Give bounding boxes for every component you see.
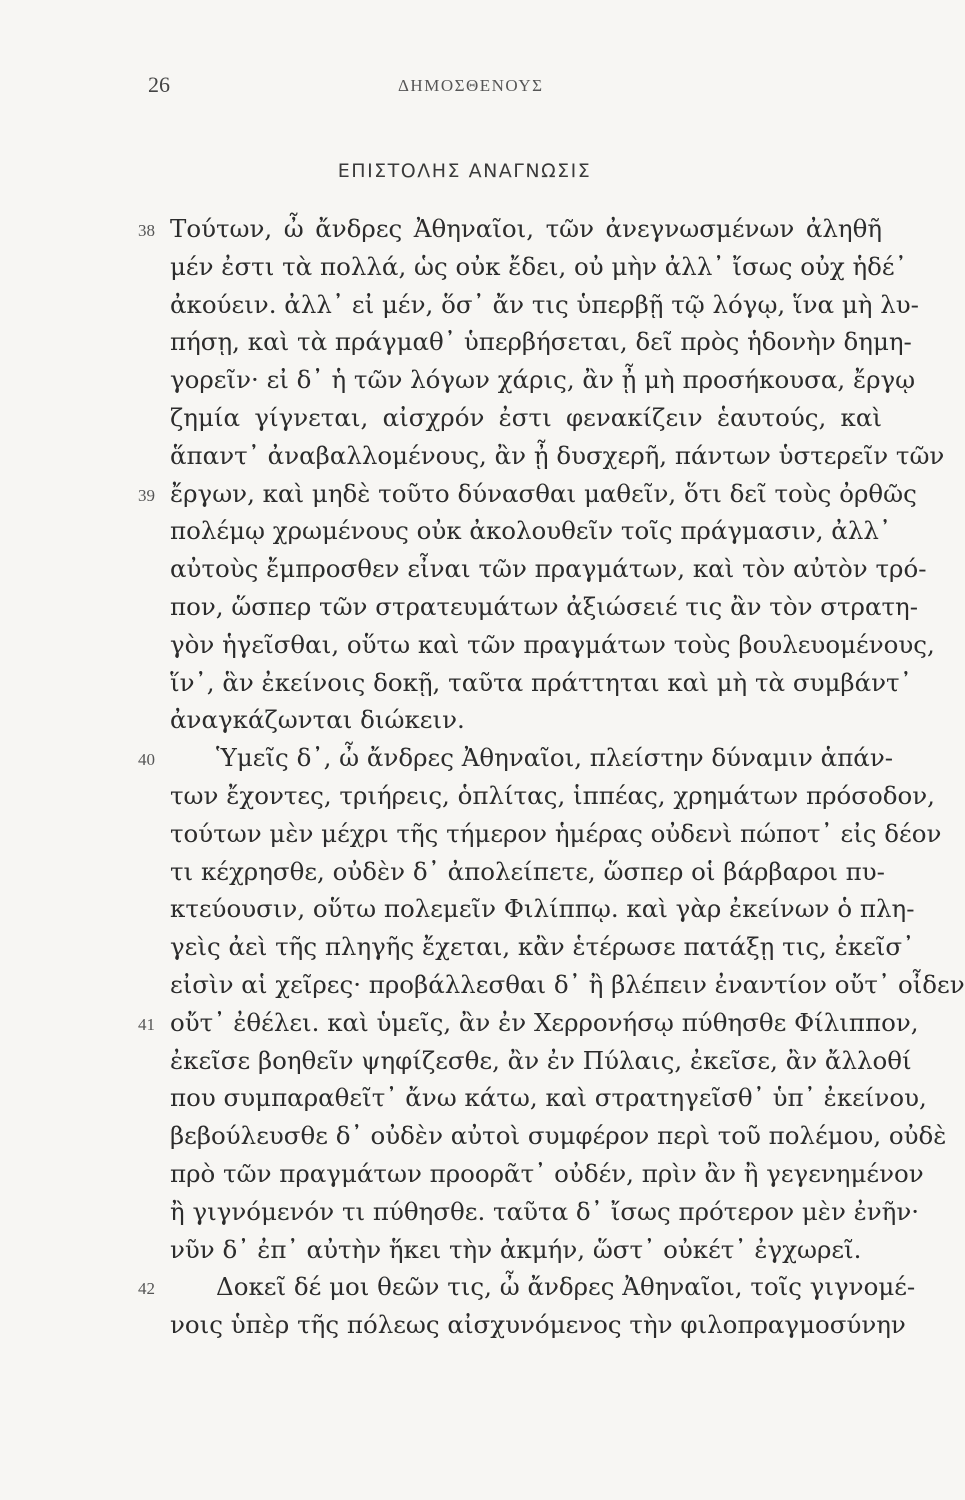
text-line (138, 210, 882, 248)
text-line (170, 437, 945, 475)
line-text: πρὸ τῶν πραγμάτων προορᾶτ᾽ οὐδέν, πρὶν ἂν ἢ γεγενημένον (170, 1158, 924, 1188)
line-text: ἔργων, καὶ μηδὲ τοῦτο δύνασθαι μαθεῖν, ὅτι δεῖ τοὺς ὀρθῶς (170, 478, 917, 508)
line-text: Τούτων, ὦ ἄνδρες Ἀθηναῖοι, τῶν ἀνεγνωσμένων ἀληθῆ (170, 214, 882, 243)
text-line (170, 966, 965, 1004)
text-line (170, 1079, 927, 1117)
text-line (170, 626, 935, 664)
text-line (170, 399, 882, 437)
line-text: νῦν δ᾽ ἐπ᾽ αὐτὴν ἥκει τὴν ἀκμήν, ὥστ᾽ οὐκέτ᾽ ἐγχωρεῖ. (170, 1234, 862, 1264)
text-line (170, 853, 885, 891)
page-number: 26 (148, 72, 170, 97)
text-line (170, 1155, 924, 1193)
line-text: πον, ὥσπερ τῶν στρατευμάτων ἀξιώσειέ τις ἂν τὸν στρατη- (170, 591, 919, 621)
line-text: μέν ἐστι τὰ πολλά, ὡς οὐκ ἔδει, οὐ μὴν ἀλλ᾽ ἴσως οὐχ ἡδέ᾽ (170, 251, 907, 281)
text-line (138, 1004, 919, 1042)
text-line (170, 286, 919, 324)
text-line (170, 928, 915, 966)
line-text: γὸν ἡγεῖσθαι, οὕτω καὶ τῶν πραγμάτων τοὺς βουλευομένους, (170, 629, 935, 659)
text-line (170, 361, 916, 399)
section-number: 39 (138, 485, 155, 505)
text-line (170, 1042, 912, 1080)
text-line (170, 248, 907, 286)
running-title: ΔΗΜΟΣΘΕΝΟΥΣ (398, 76, 544, 95)
line-text: τι κέχρησθε, οὐδὲν δ᾽ ἀπολείπετε, ὥσπερ οἱ βάρβαροι πυ- (170, 856, 885, 886)
text-line (138, 1268, 916, 1306)
line-text: βεβούλευσθε δ᾽ οὐδὲν αὐτοὶ συμφέρον περὶ τοῦ πολέμου, οὐδὲ (170, 1121, 947, 1151)
text-line (170, 890, 915, 928)
line-text: εἰσὶν αἱ χεῖρες· προβάλλεσθαι δ᾽ ἢ βλέπειν ἐναντίον οὔτ᾽ οἶδεν (170, 969, 965, 999)
line-text: πολέμῳ χρωμένους οὐκ ἀκολουθεῖν τοῖς πράγμασιν, ἀλλ᾽ (170, 516, 892, 546)
text-line (138, 739, 894, 777)
line-text: των ἔχοντες, τριήρεις, ὁπλίτας, ἱππέας, χρημάτων πρόσοδον, (170, 780, 935, 810)
line-text: αὐτοὺς ἔμπροσθεν εἶναι τῶν πραγμάτων, καὶ τὸν αὐτὸν τρό- (170, 554, 927, 584)
section-number: 38 (138, 221, 155, 240)
running-head (148, 72, 878, 102)
line-text: τούτων μὲν μέχρι τῆς τήμερον ἡμέρας οὐδενὶ πώποτ᾽ εἰς δέον (170, 818, 942, 848)
text-line (170, 512, 892, 550)
line-text: γεὶς ἀεὶ τῆς πληγῆς ἔχεται, κἂν ἑτέρωσε πατάξῃ τις, ἐκεῖσ᾽ (170, 932, 915, 962)
text-line (170, 588, 919, 626)
line-text: ζημία γίγνεται, αἰσχρόν ἐστι φενακίζειν ἑαυτούς, καὶ (170, 402, 882, 432)
section-title: ΕΠΙΣΤΟΛΗΣ ΑΝΑΓΝΩΣΙΣ (337, 160, 592, 182)
line-text: γορεῖν· εἰ δ᾽ ἡ τῶν λόγων χάρις, ἂν ᾖ μὴ προσήκουσα, ἔργῳ (170, 365, 916, 395)
line-text: ἵν᾽, ἃν ἐκείνοις δοκῇ, ταῦτα πράττηται καὶ μὴ τὰ συμβάντ᾽ (170, 667, 912, 697)
section-number: 41 (138, 1014, 155, 1034)
body-text (138, 210, 965, 1344)
line-text: ἐκεῖσε βοηθεῖν ψηφίζεσθε, ἂν ἐν Πύλαις, ἐκεῖσε, ἂν ἄλλοθί (170, 1045, 912, 1075)
line-text: ἅπαντ᾽ ἀναβαλλομένους, ἂν ᾖ δυσχερῆ, πάντων ὑστερεῖν τῶν (170, 440, 945, 470)
line-text: κτεύουσιν, οὕτω πολεμεῖν Φιλίππῳ. καὶ γὰρ ἐκείνων ὁ πλη- (170, 894, 915, 924)
line-text: ἀκούειν. ἀλλ᾽ εἰ μέν, ὅσ᾽ ἄν τις ὑπερβῇ τῷ λόγῳ, ἵνα μὴ λυ- (170, 289, 919, 319)
text-line (138, 475, 917, 513)
text-line (170, 550, 927, 588)
text-line (170, 777, 935, 815)
text-line (170, 1231, 882, 1269)
text-line (170, 1193, 920, 1231)
text-line (170, 1117, 947, 1155)
text-line (170, 701, 882, 739)
line-text: που συμπαραθεῖτ᾽ ἄνω κάτω, καὶ στρατηγεῖσθ᾽ ὑπ᾽ ἐκείνου, (170, 1083, 927, 1113)
section-number: 40 (138, 750, 155, 770)
text-line (170, 815, 942, 853)
text-line (170, 664, 912, 702)
line-text: Ὑμεῖς δ᾽, ὦ ἄνδρες Ἀθηναῖοι, πλείστην δύναμιν ἁπάν- (216, 743, 894, 773)
text-line (170, 1306, 906, 1344)
section-number: 42 (138, 1279, 155, 1299)
line-text: πήσῃ, καὶ τὰ πράγμαθ᾽ ὑπερβήσεται, δεῖ πρὸς ἡδονὴν δημη- (170, 327, 912, 357)
line-text: Δοκεῖ δέ μοι θεῶν τις, ὦ ἄνδρες Ἀθηναῖοι, τοῖς γιγνομέ- (216, 1272, 916, 1302)
line-text: ἀναγκάζωνται διώκειν. (170, 705, 465, 735)
line-text: νοις ὑπὲρ τῆς πόλεως αἰσχυνόμενος τὴν φιλοπραγμοσύνην (170, 1310, 906, 1340)
line-text: οὔτ᾽ ἐθέλει. καὶ ὑμεῖς, ἂν ἐν Χερρονήσῳ πύθησθε Φίλιππον, (170, 1007, 919, 1037)
text-line (170, 323, 912, 361)
line-text: ἢ γιγνόμενόν τι πύθησθε. ταῦτα δ᾽ ἴσως πρότερον μὲν ἐνῆν· (170, 1196, 920, 1226)
